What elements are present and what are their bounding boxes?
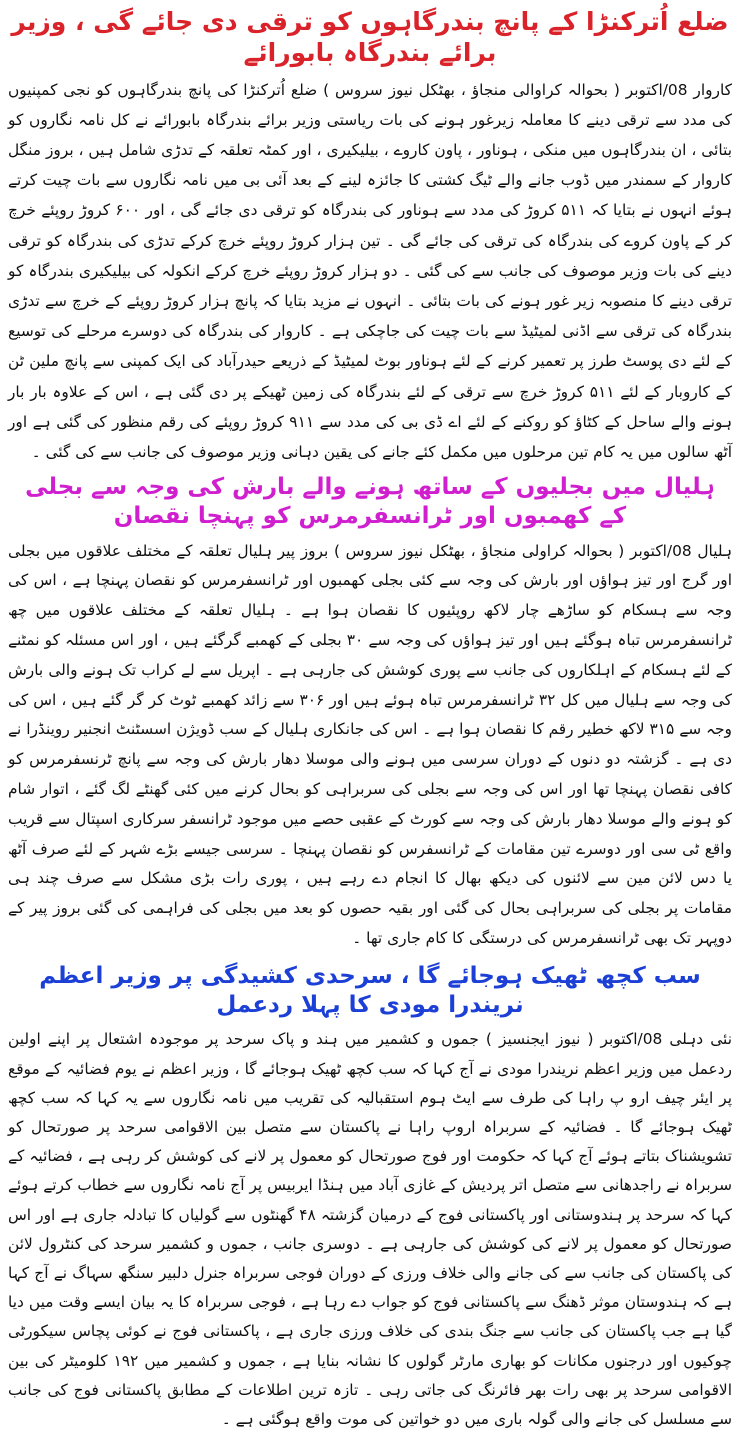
headline-ports: ضلع اُترکنڑا کے پانچ بندرگاہوں کو ترقی دی جائے گی ، وزیر برائے بندرگاہ بابورائے — [11, 7, 729, 68]
article-ports — [8, 4, 732, 467]
headline-modi-border: سب کچھ ٹھیک ہوجائے گا ، سرحدی کشیدگی پر وزیر اعظم نریندرا مودی کا پہلا ردعمل — [39, 962, 701, 1018]
article-haliyal-rain — [8, 467, 732, 954]
article-body-ports: کاروار 08/اکتوبر ( بحوالہ کراوالی منجاؤ ، بھٹکل نیوز سروس ) ضلع اُترکنڑا کی پانچ بندرگاہوں کو نجی کمپنیوں کی مدد سے ترقی دینے کا معاملہ زیرغور ہونے کی بات ریاستی وزیر برائے بندرگاہ بابورائے نے کل نامہ نگاروں کو بتائی ، ان بندرگاہوں میں منکی ، ہوناور ، پاون کاروے ، بیلیکیری ، اور کمٹہ تعلقہ کے تدڑی شامل ہیں ، بروز منگل کاروار کے سمندر میں ڈوب جانے والے ٹیگ کشتی کا جائزہ لینے کے بعد آئی بی میں نامہ نگاروں سے بات چیت کرتے ہوئے انہوں نے بتایا کہ ۵۱۱ کروڑ کی مدد سے ہوناور کی بندرگاہ کو ترقی دی جائے گی ، اور ۶۰۰ کروڑ روپئے خرچ کر کے پاون کروے کی بندرگاہ کی ترقی کی جائے گی ۔ تین ہزار کروڑ روپئے خرچ کرکے تدڑی کی بندرگاہ کو ترقی دینے کی بات وزیر موصوف کی جانب سے کی گئی ۔ دو ہزار کروڑ روپئے خرچ کرکے انکولہ کی بیلیکیری بندرگاہ کو ترقی دینے کا منصوبہ زیر غور ہونے کی بات بتائی ۔ انہوں نے مزید بتایا کہ پانچ ہزار کروڑ روپئے کے خرچ سے تدڑی بندرگاہ کی ترقی سے اڈنی لمیٹیڈ سے بات چیت کی جاچکی ہے ۔ کاروار کی بندرگاہ کی دوسرے مرحلے کی توسیع کے لئے دی پوسٹ طرز پر تعمیر کرنے کے لئے ہوناور بوٹ لمیٹیڈ کے ذریعے حیدرآباد کی ایک کمپنی سے پانچ ملین ٹن کے کاروبار کے لئے ۵۱۱ کروڑ خرچ سے ترقی کے لئے بندرگاہ کی زمین ٹھیکے پر دی گئی ہے ، اس کے علاوہ بار بار ہونے والے ساحل کے کٹاؤ کو روکنے کے لئے اے ڈی بی کی مدد سے ۹۱۱ کروڑ روپئے کی رقم منظور کی گئی ہے اور آٹھ سالوں میں یہ کام تین مرحلوں میں مکمل کئے جانے کی یقین دہانی وزیر موصوف کی جانب سے کی گئی ۔ — [8, 80, 732, 461]
article-body-haliyal-rain: ہلیال 08/اکتوبر ( بحوالہ کراولی منجاؤ ، بھٹکل نیوز سروس ) بروز پیر ہلیال تعلقہ کے مختلف علاقوں میں بجلی اور گرج اور تیز ہواؤں اور بارش کی وجہ سے کئی بجلی کھمبوں اور ٹرانسفرمرس کو نقصان پہنچا ہے ، اس کی وجہ سے ہسکام کو ساڑھے چار لاکھ روپئیوں کا نقصان ہوا ہے ۔ ہلیال تعلقہ کے مختلف علاقوں میں چھ ٹرانسفرمرس تباہ ہوگئے ہیں اور تیز ہواؤں کی وجہ سے ۳۰ بجلی کے کھمبے گرگئے ہیں ، اور اس مسئلہ کو نمٹنے کے لئے ہسکام کے اہلکاروں کی جانب سے پوری کوشش کی جارہی ہے ۔ اپریل سے لے کراب تک ہونے والی بارش کی وجہ سے ہلیال میں کل ۳۲ ٹرانسفرمرس تباہ ہوئے ہیں اور ۳۰۶ سے زائد کھمبے ٹوٹ کر گر گئے ہیں ، اس کی وجہ سے ۳۱۵ لاکھ خطیر رقم کا نقصان ہوا ہے ۔ اس کی جانکاری ہلیال کے سب ڈویژن اسسٹنٹ انجنیر روینڈرا نے دی ہے ۔ گزشتہ دو دنوں کے دوران سرسی میں ہونے والی موسلا دھار بارش کی وجہ سے پانچ ٹرنسفرمرس کو کافی نقصان پہنچا تھا اور اس کی وجہ سے بجلی کی سربراہی کو بحال کرنے میں کئی گھنٹے لگ گئے ، اتوار شام کو ہونے والے موسلا دھار بارش کی وجہ سے کورٹ کے عقبی حصے میں موجود ٹرانسفر سرکاری اسپتال سے قریب واقع ٹی سی اور دوسرے تین مقامات کے ٹرانسفرس کو نقصان پہنچا ۔ سرسی جیسے بڑے شہر کے لئے صرف آٹھ یا دس لائن مین سے لائنوں کی دیکھ بھال کا انجام دے رہے ہیں ، پوری رات بڑی مشکل سے صرف چند ہی مقامات پر بجلی کی سربراہی بحال کی گئی اور بقیہ حصوں کو بعد میں بجلی کی فراہمی کی گئی بروز پیر کے دوپہر تک بھی ٹرانسفرمرس کی درستگی کا کام جاری تھا ۔ — [8, 541, 732, 947]
headline-haliyal-rain: ہلیال میں بجلیوں کے ساتھ ہونے والے بارش کی وجہ سے بجلی کے کھمبوں اور ٹرانسفرمرس کو پہنچا نقصان — [25, 474, 715, 529]
article-modi-border — [8, 954, 732, 1434]
article-body-modi-border: نئی دہلی 08/اکتوبر ( نیوز ایجنسیز ) جموں و کشمیر میں ہند و پاک سرحد پر موجودہ اشتعال پر اپنے اولین ردعمل میں وزیر اعظم نریندرا مودی نے آج کہا کہ سب کچھ ٹھیک ہوجائے گا ، وزیر اعظم نے یوم فضائیہ کے موقع پر ایئر چیف ارو پ راہا کی طرف سے ایٹ ہوم استقبالیہ کی تقریب میں نامہ نگاروں سے یہ کہا کہ سب کچھ ٹھیک ہوجائے گا ۔ فضائیہ کے سربراہ اروپ راہا نے پاکستان سے متصل بین الاقوامی سرحد پر صورتحال کو تشویشناک بتاتے ہوئے آج کہا کہ حکومت اور فوج صورتحال کو معمول پر لانے کی کوشش کر رہی ہے ، فضائیہ کے سربراہ نے راجدھانی سے متصل اتر پردیش کے غازی آباد میں ہنڈا ایربیس پر آج نامہ نگاروں سے خطاب کرتے ہوئے کہا کہ سرحد پر ہندوستانی اور پاکستانی فوج کے درمیان گزشتہ ۴۸ گھنٹوں سے گولیاں کا تبادلہ جاری ہے اور اس صورتحال کو معمول پر لانے کی کوشش کی جارہی ہے ۔ دوسری جانب ، جموں و کشمیر سرحد کی کنٹرول لائن کی پاکستان کی جانب سے کی جانے والی خلاف ورزی کے دوران فوجی سربراہ جنرل دلبیر سنگھ سہاگ نے آج کہا ہے کہ ہندوستان موثر ڈھنگ سے پاکستانی فوج کو جواب دے رہا ہے ، فوجی سربراہ کا یہ بیان ایسے وقت میں دیا گیا ہے جب پاکستان کی جانب سے جنگ بندی کی خلاف ورزی جاری ہے ، پاکستانی فوج نے کوئی پچاس سیکورٹی چوکیوں اور درجنوں مکانات کو بھاری مارٹر گولوں کا نشانہ بنایا ہے ، جموں و کشمیر میں ۱۹۲ کلومیٹر کی بین الاقوامی سرحد پر بھی رات بھر فائرنگ کی جاتی رہی ۔ تازہ ترین اطلاعات کے مطابق پاکستانی فوج کی جانب سے مسلسل کی جانے والی گولہ باری میں دو خواتین کی موت واقع ہوگئی ہے ۔ — [8, 1030, 732, 1428]
